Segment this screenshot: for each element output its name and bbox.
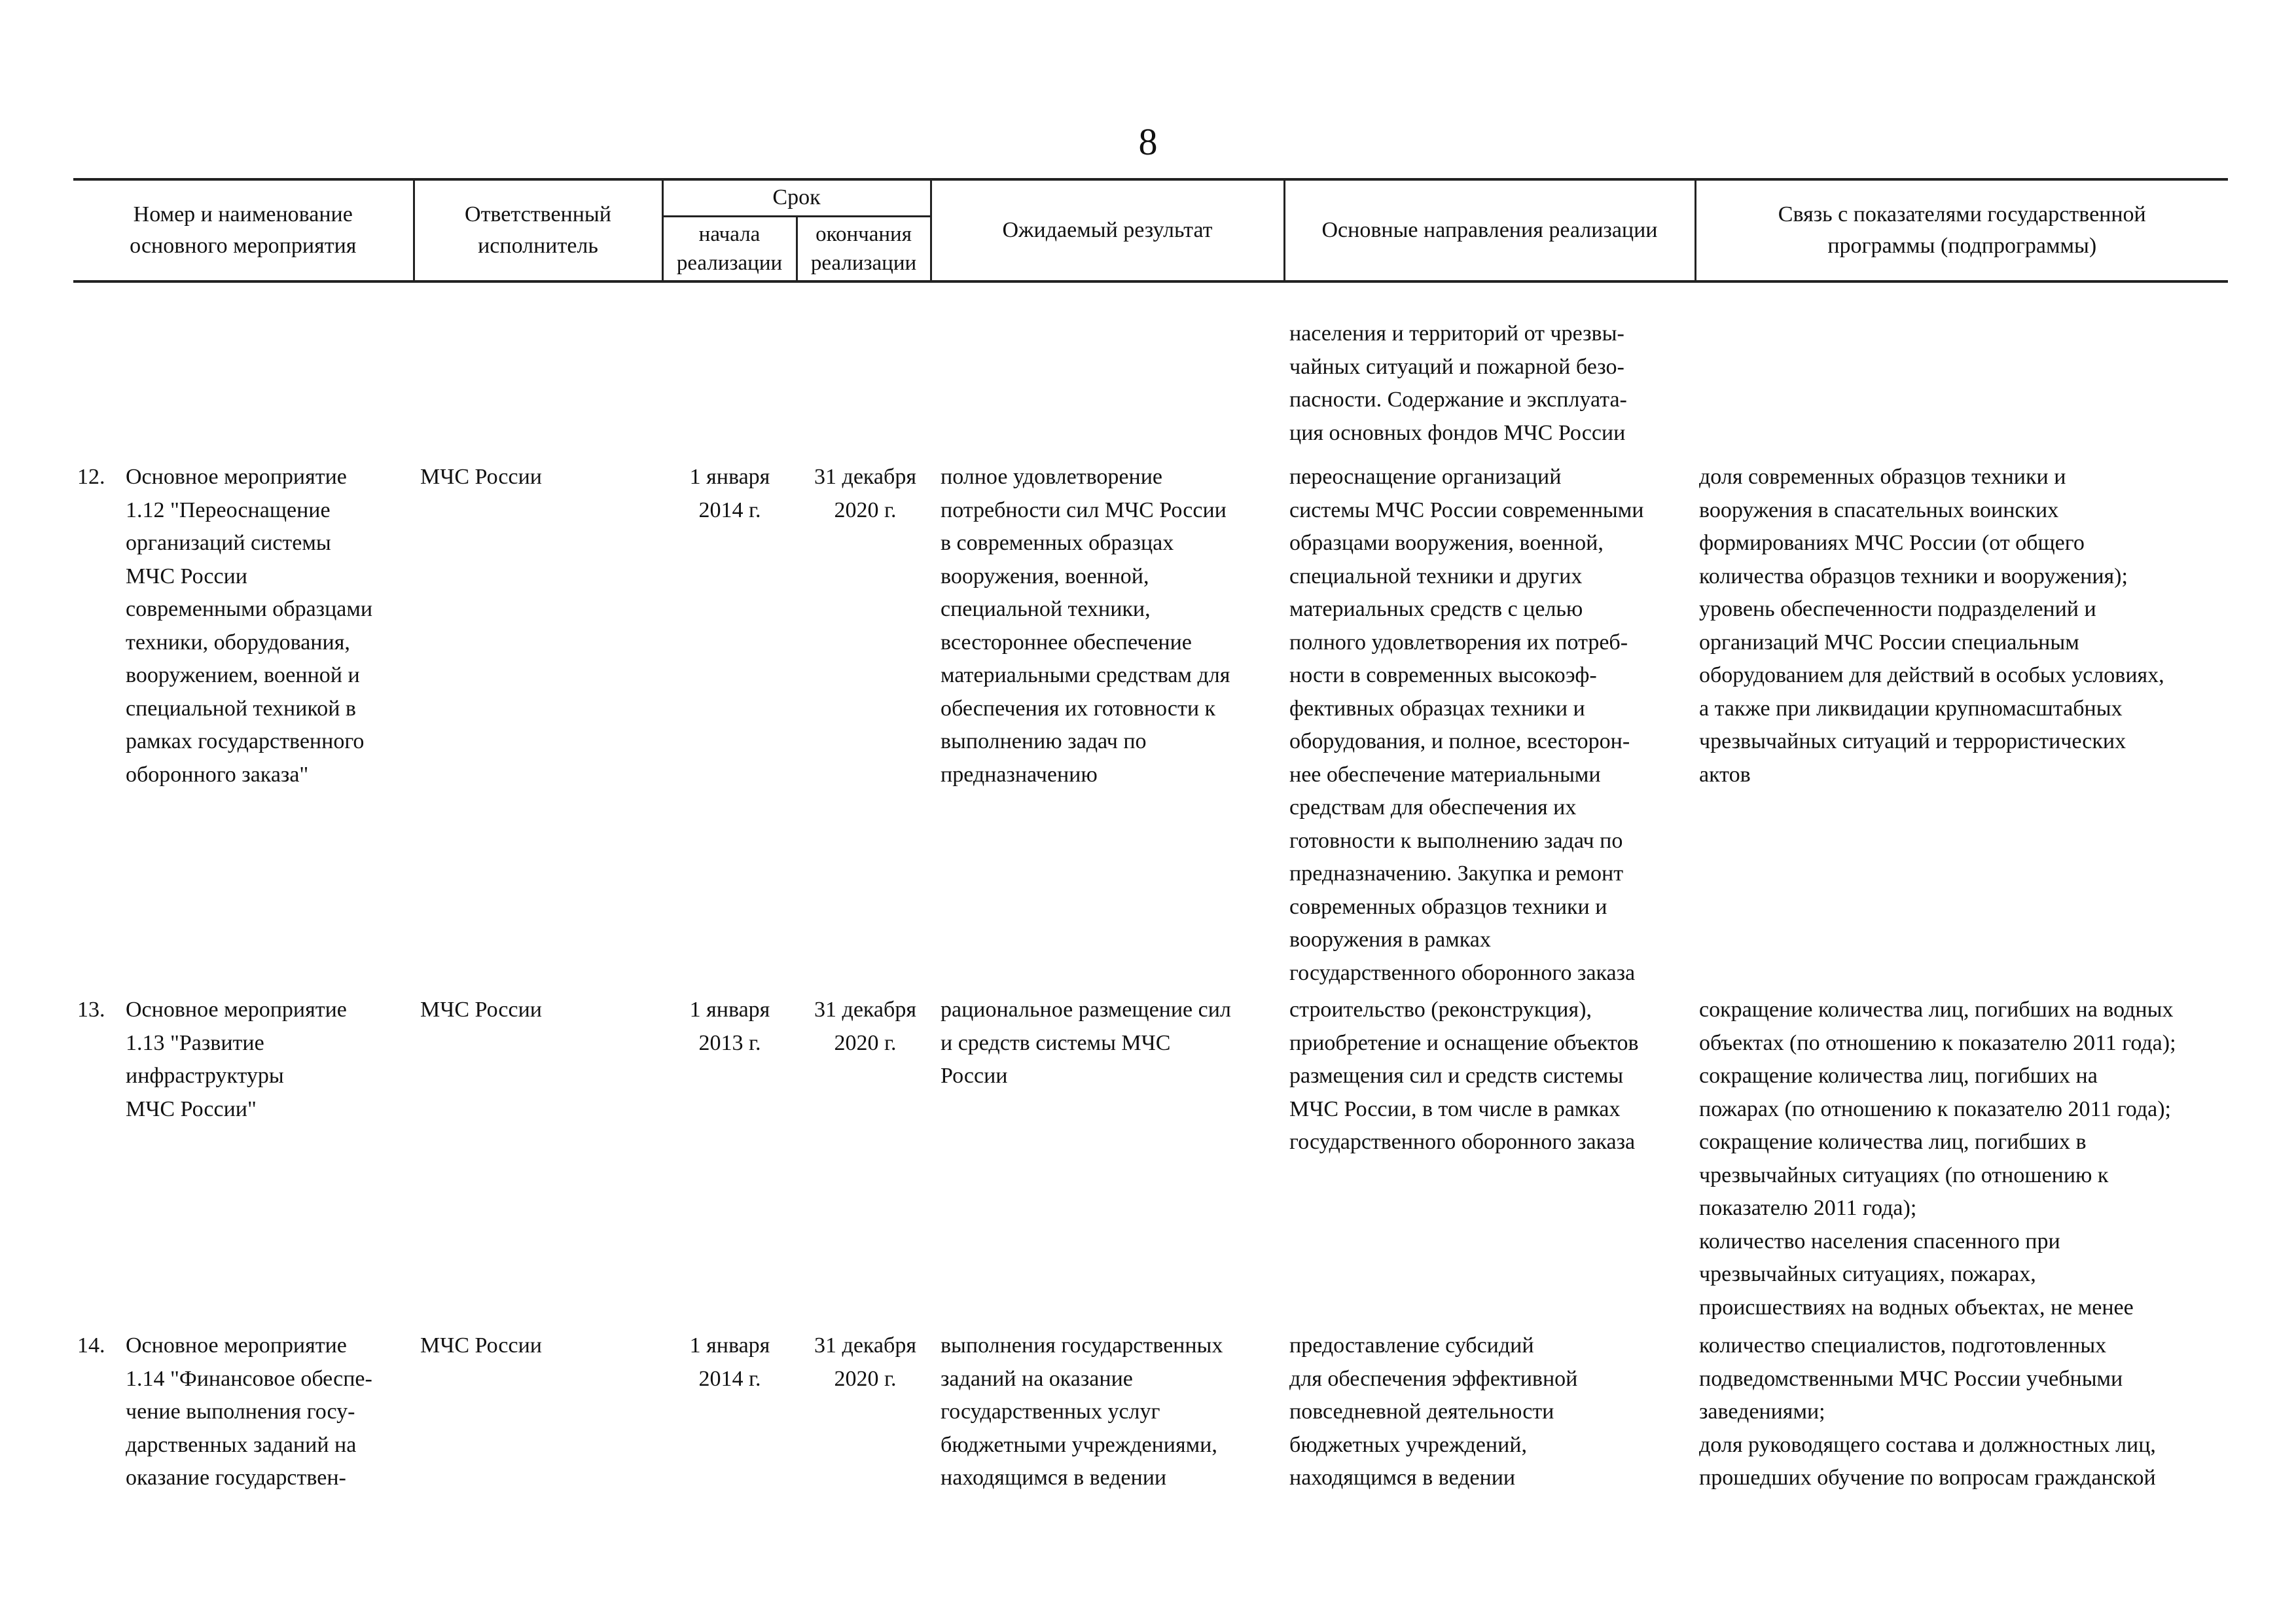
row-number: 14. <box>77 1333 105 1358</box>
row-link: количество специалистов, подготовленных подведомственными МЧС России учебными заведениями; доля руководящего состава и должностных лиц, прошедших обучение по вопросам гражданской <box>1699 1333 2156 1490</box>
header-directions: Основные направления реализации <box>1284 179 1695 281</box>
header-number-name: Номер и наименование основного мероприятия <box>73 179 414 281</box>
continuation-directions: населения и территорий от чрезвы- чайных ситуаций и пожарной безо- пасности. Содержание и эксплуата- ция основных фондов МЧС России <box>1289 321 1627 445</box>
row-directions: переоснащение организаций системы МЧС России современными образцами вооружения, военной, специальной техники и других материальных средств с целью полного удовлетворения их потреб- ности в современных высокоэф- фективных образцах техники и оборудования, и полное, всесторон- нее обеспечение материальными средствам для обеспечения их готовности к выполнению задач по предназначению. Закупка и ремонт современных образцов техники и вооружения в рамках государственного оборонного заказа <box>1289 465 1644 985</box>
row-end: 31 декабря 2020 г. <box>814 465 916 522</box>
row-start: 1 января 2013 г. <box>689 998 770 1055</box>
row-executor: МЧС России <box>420 998 542 1022</box>
row-executor: МЧС России <box>420 465 542 489</box>
row-start: 1 января 2014 г. <box>689 1333 770 1391</box>
row-link: доля современных образцов техники и вооружения в спасательных воинских формированиях МЧС России (от общего количества образцов техники и вооружения); уровень обеспеченности подразделений и организаций МЧС России специальным оборудованием для действий в особых условиях, а также при ликвидации крупномасштабных чрезвычайных ситуаций и террористических актов <box>1699 465 2164 787</box>
header-end: окончания реализации <box>797 216 931 281</box>
row-executor: МЧС России <box>420 1333 542 1358</box>
header-term: Срок <box>662 179 931 216</box>
row-link: сокращение количества лиц, погибших на водных объектах (по отношению к показателю 2011 года); сокращение количества лиц, погибших на пожарах (по отношению к показателю 2011 года); сокращение количества лиц, погибших в чрезвычайных ситуациях (по отношению к показателю 2011 года); количество населения спасенного при чрезвычайных ситуациях, пожарах, происшествиях на водных объектах, не менее <box>1699 998 2176 1320</box>
row-end: 31 декабря 2020 г. <box>814 998 916 1055</box>
header-result: Ожидаемый результат <box>931 179 1284 281</box>
row-directions: предоставление субсидий для обеспечения эффективной повседневной деятельности бюджетных учреждений, находящимся в ведении <box>1289 1333 1578 1490</box>
row-number: 13. <box>77 998 105 1022</box>
row-directions: строительство (реконструкция), приобретение и оснащение объектов размещения сил и средств системы МЧС России, в том числе в рамках государственного оборонного заказа <box>1289 998 1639 1154</box>
page-number: 8 <box>1138 120 1158 163</box>
header-link: Связь с показателями государственной программы (подпрограммы) <box>1695 179 2228 281</box>
row-end: 31 декабря 2020 г. <box>814 1333 916 1391</box>
header-executor: Ответственный исполнитель <box>414 179 662 281</box>
row-name: Основное мероприятие 1.13 "Развитие инфраструктуры МЧС России" <box>126 998 347 1121</box>
row-start: 1 января 2014 г. <box>689 465 770 522</box>
header-start: начала реализации <box>662 216 797 281</box>
row-name: Основное мероприятие 1.12 "Переоснащение организаций системы МЧС России современными образцами техники, оборудования, вооружением, военной и специальной техникой в рамках государственного оборонного заказа" <box>126 465 373 787</box>
row-result: рациональное размещение сил и средств системы МЧС России <box>941 998 1231 1088</box>
row-name: Основное мероприятие 1.14 "Финансовое обеспе- чение выполнения госу- дарственных заданий на оказание государствен- <box>126 1333 372 1490</box>
row-number: 12. <box>77 465 105 489</box>
row-result: выполнения государственных заданий на оказание государственных услуг бюджетными учреждениями, находящимся в ведении <box>941 1333 1223 1490</box>
row-result: полное удовлетворение потребности сил МЧС России в современных образцах вооружения, военной, специальной техники, всестороннее обеспечение материальными средствам для обеспечения их готовности к выполнению задач по предназначению <box>941 465 1230 787</box>
